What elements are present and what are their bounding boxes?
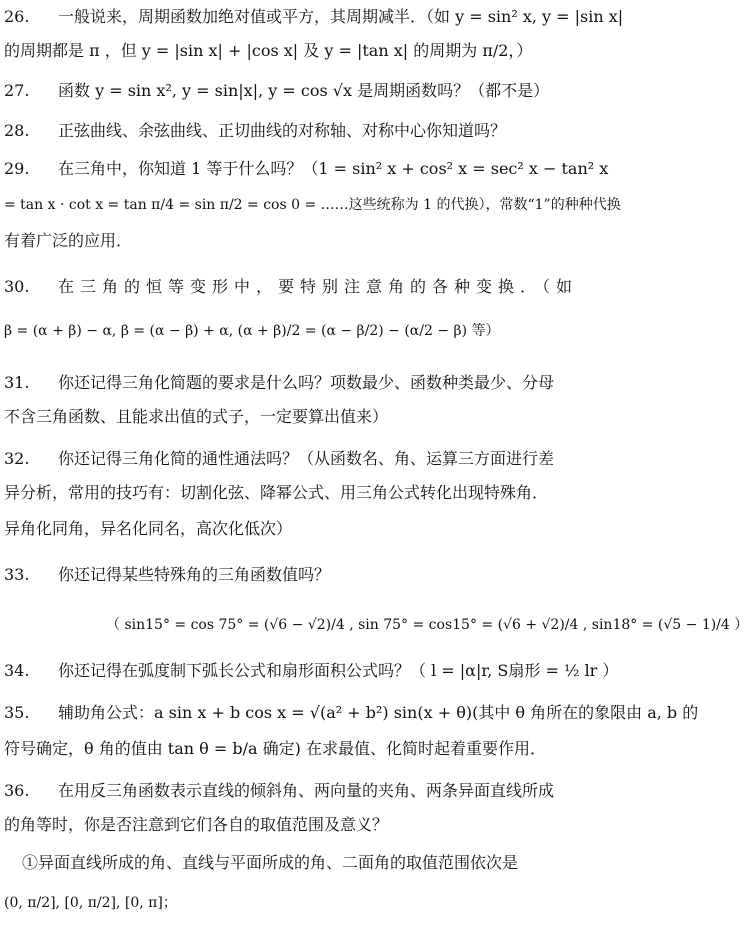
item-number: 36. — [4, 781, 30, 800]
item-text: 在用反三角函数表示直线的倾斜角、两向量的夹角、两条异面直线所成 — [58, 781, 555, 800]
item-text: 异角化同角，异名化同名，高次化低次） — [4, 519, 293, 538]
item-number: 35. — [4, 703, 30, 722]
item-text: 异分析，常用的技巧有：切割化弦、降幂公式、用三角公式转化出现特殊角． — [4, 483, 549, 502]
item-text: ①异面直线所成的角、直线与平面所成的角、二面角的取值范围依次是 — [22, 853, 519, 872]
item-text: 正弦曲线、余弦曲线、正切曲线的对称轴、对称中心你知道吗？ — [58, 121, 507, 140]
item-text: = tan x · cot x = tan π/4 = sin π/2 = cos 0 = ……这些统称为 1 的代换），常数“1”的种种代换 — [4, 197, 621, 213]
item-text: 在三角中，你知道 1 等于什么吗？（1 = sin² x + cos² x = sec² x − tan² x — [58, 159, 609, 178]
item-number: 27. — [4, 81, 30, 100]
item-number: 30. — [4, 277, 30, 296]
item-text: 符号确定，θ 角的值由 tan θ = b/a 确定) 在求最值、化简时起着重要作用． — [4, 739, 546, 758]
item-text: 有着广泛的应用． — [4, 231, 133, 250]
item-number: 28. — [4, 121, 30, 140]
item-text: 的角等时，你是否注意到它们各自的取值范围及意义？ — [4, 815, 389, 834]
item-text: 辅助角公式：a sin x + b cos x = √(a² + b²) sin(x + θ)(其中 θ 角所在的象限由 a, b 的 — [58, 703, 699, 722]
item-text: 你还记得三角化简的通性通法吗？（从函数名、角、运算三方面进行差 — [58, 449, 555, 468]
item-text: 你还记得在弧度制下弧长公式和扇形面积公式吗？（ l = |α|r, S扇形 = ½ lr ） — [58, 661, 619, 680]
item-text: 的周期都是 π ，但 y = |sin x| + |cos x| 及 y = |tan x| 的周期为 π/2，） — [4, 41, 533, 60]
item-text: （ sin15° = cos 75° = (√6 − √2)/4 , sin 75° = cos15° = (√6 + √2)/4 , sin18° = (√5 − 1)/4 ） — [106, 617, 748, 633]
item-text: 你还记得三角化简题的要求是什么吗？项数最少、函数种类最少、分母 — [58, 373, 555, 392]
item-number: 32. — [4, 449, 30, 468]
item-number: 33. — [4, 565, 30, 584]
item-number: 29. — [4, 159, 30, 178]
item-text: 函数 y = sin x², y = sin|x|, y = cos √x 是周期函数吗？（都不是） — [58, 81, 550, 100]
item-text: 你还记得某些特殊角的三角函数值吗？ — [58, 565, 331, 584]
item-text: 在三角的恒等变形中，要特别注意角的各种变换．（如 — [58, 277, 579, 296]
item-text: 不含三角函数、且能求出值的式子，一定要算出值来） — [4, 407, 389, 426]
item-number: 34. — [4, 661, 30, 680]
item-number: 26. — [4, 7, 30, 26]
item-text: β = (α + β) − α, β = (α − β) + α, (α + β)/2 = (α − β/2) − (α/2 − β) 等） — [4, 323, 500, 339]
item-text: 一般说来，周期函数加绝对值或平方，其周期减半．（如 y = sin² x, y = |sin x| — [58, 7, 624, 26]
item-number: 31. — [4, 373, 30, 392]
item-text: (0, π/2], [0, π/2], [0, π]； — [4, 895, 177, 911]
